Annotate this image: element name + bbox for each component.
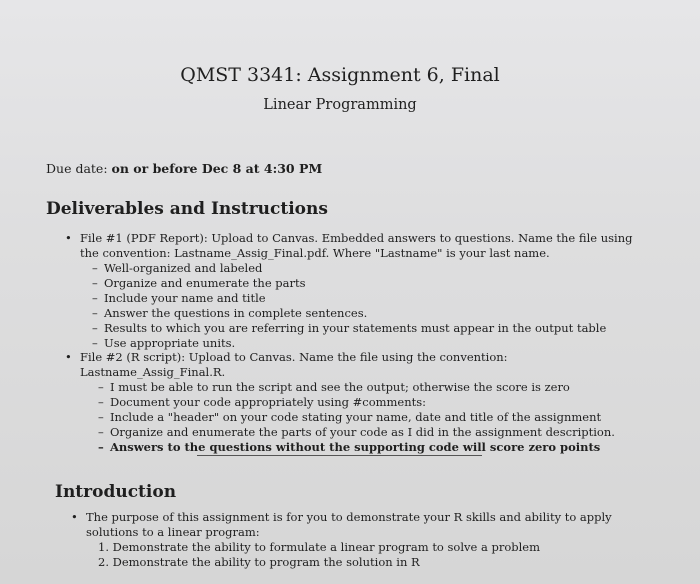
list-item: – Answer the questions in complete sentences. xyxy=(92,306,640,321)
file1-list xyxy=(92,261,640,351)
list-item: – I must be able to run the script and see the output; otherwise the score is zero xyxy=(98,380,640,395)
list-item-bold: – Answers to the questions without the supporting code will score zero points xyxy=(98,440,640,455)
list-item: – Use appropriate units. xyxy=(92,336,640,351)
file2-bullet xyxy=(65,350,640,455)
list-item: 2. Demonstrate the ability to program the solution in R xyxy=(98,555,420,569)
list-item: – Organize and enumerate the parts of your code as I did in the assignment description. xyxy=(98,425,640,440)
list-item: – Organize and enumerate the parts xyxy=(92,276,640,291)
file1-bullet xyxy=(65,231,640,351)
file2-list xyxy=(98,380,640,455)
intro-text: The purpose of this assignment is for you to demonstrate your R skills and ability to apply solutions to a linear program: xyxy=(86,510,612,539)
introduction-heading: Introduction xyxy=(55,482,177,502)
bullet-dot: • xyxy=(65,231,72,245)
file1-intro: File #1 (PDF Report): Upload to Canvas. Embedded answers to questions. Name the file using the convention: Lastname_Assig_Final.pdf. Where "Lastname" is your last name. xyxy=(80,231,633,260)
intro-bullet xyxy=(71,510,636,570)
list-item: – Include a "header" on your code stating your name, date and title of the assignment xyxy=(98,410,640,425)
list-item: – Document your code appropriately using #comments: xyxy=(98,395,640,410)
file2-intro: File #2 (R script): Upload to Canvas. Name the file using the convention: Lastname_Assig_Final.R. xyxy=(80,350,508,379)
page-subtitle: Linear Programming xyxy=(263,97,417,113)
bullet-dot: • xyxy=(71,510,78,524)
list-item: – Well-organized and labeled xyxy=(92,261,640,276)
list-item: – Results to which you are referring in your statements must appear in the output table xyxy=(92,321,640,336)
deliverables-heading: Deliverables and Instructions xyxy=(46,199,328,219)
bullet-dot: • xyxy=(65,350,72,364)
due-text: on or before Dec 8 at 4:30 PM xyxy=(111,161,323,176)
horizontal-divider xyxy=(197,455,482,456)
list-item: 1. Demonstrate the ability to formulate a linear program to solve a problem xyxy=(98,540,541,554)
intro-list xyxy=(98,540,636,570)
due-label: Due date: xyxy=(46,161,108,176)
page-title: QMST 3341: Assignment 6, Final xyxy=(180,64,500,86)
list-item: – Include your name and title xyxy=(92,291,640,306)
due-date xyxy=(46,161,322,176)
